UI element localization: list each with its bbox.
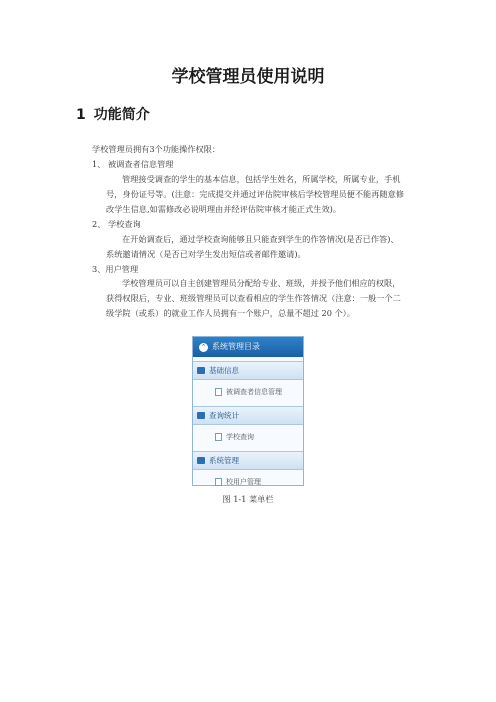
item-1-line-3: 改学生信息,如需修改必说明理由并经评估院审核才能正式生效)。: [106, 204, 342, 214]
item-3-line-2: 获得权限后，专业、班级管理员可以查看相应的学生作答情况（注意：一般一个二: [106, 293, 401, 303]
item-2-heading: 2、 学校查询: [92, 219, 141, 229]
item-3-heading: 3、用户管理: [92, 264, 139, 274]
item-2-line-2: 系统邀请情况（是否已对学生发出短信或者邮件邀请)。: [106, 249, 306, 259]
menu-group-system-admin[interactable]: [193, 451, 303, 470]
section-heading: [76, 104, 150, 124]
section-number: 1: [76, 107, 86, 123]
menu-header: [193, 337, 303, 357]
document-icon: [215, 433, 222, 441]
menu-group-label: 基础信息: [209, 366, 239, 375]
menu-group-query-stats[interactable]: [193, 406, 303, 425]
chevron-up-icon: ⌃: [200, 342, 207, 351]
folder-icon: [197, 367, 205, 374]
folder-icon: [197, 457, 205, 464]
intro-paragraph: 学校管理员拥有3个功能操作权限：: [92, 144, 221, 154]
menu-item-user-admin[interactable]: [193, 470, 303, 494]
item-1-heading: 1、 被调查者信息管理: [92, 159, 174, 169]
item-3-line-1: 学校管理员可以自主创建管理员分配给专业、班级，并授予他们相应的权限，: [122, 278, 401, 288]
menu-group-label: 系统管理: [209, 456, 239, 465]
menu-item-label: 学校查询: [226, 433, 254, 441]
folder-icon: [197, 412, 205, 419]
menu-item-school-query[interactable]: [193, 425, 303, 449]
menu-item-respondent-info[interactable]: [193, 380, 303, 404]
item-1-line-1: 管理接受调查的学生的基本信息，包括学生姓名，所属学校，所属专业，手机: [122, 174, 401, 184]
menu-header-label: 系统管理目录: [212, 342, 260, 351]
menu-panel-figure: [192, 336, 304, 486]
menu-group-basic-info[interactable]: [193, 361, 303, 380]
figure-caption: 图 1-1 菜单栏: [222, 494, 274, 504]
document-icon: [215, 388, 222, 396]
item-3-line-3: 级学院（或系）的就业工作人员拥有一个账户，总量不超过 20 个）。: [106, 308, 355, 318]
document-title: 学校管理员使用说明: [171, 67, 325, 87]
section-title: 功能简介: [93, 107, 150, 123]
menu-item-label: 被调查者信息管理: [226, 388, 282, 396]
menu-item-label: 校用户管理: [226, 478, 261, 486]
document-icon: [215, 478, 222, 486]
item-1-line-2: 号，身份证号等。(注意：完成提交并通过评估院审核后学校管理员便不能再随意修: [106, 189, 404, 199]
menu-group-label: 查询统计: [209, 411, 239, 420]
item-2-line-1: 在开始调查后，通过学校查询能够且只能查到学生的作答情况(是否已作答)、: [122, 234, 399, 244]
